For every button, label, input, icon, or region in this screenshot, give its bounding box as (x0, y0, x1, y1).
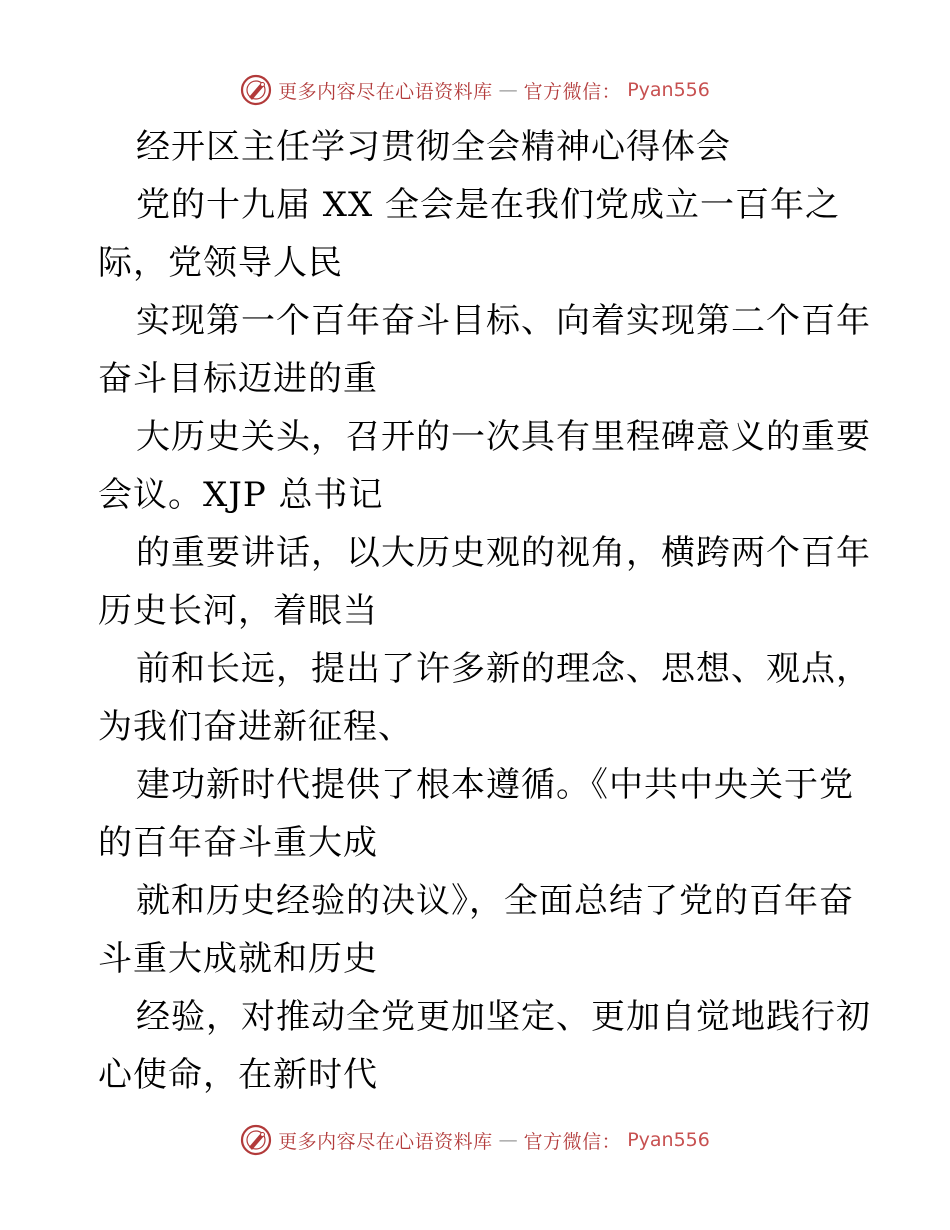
paragraph-line: 党的十九届 XX 全会是在我们党成立一百年之 (136, 185, 841, 225)
paragraph-line: 就和历史经验的决议》，全面总结了党的百年奋 (136, 881, 854, 921)
paragraph-line: 奋斗目标迈进的重 (98, 359, 378, 399)
header-wechat-id: Pyan556 (627, 79, 710, 101)
paragraph-line: 会议。XJP 总书记 (98, 475, 384, 515)
paragraph-line: 斗重大成就和历史 (98, 939, 378, 979)
paragraph-line: 为我们奋进新征程、 (98, 707, 413, 747)
paragraph-line: 的重要讲话，以大历史观的视角，横跨两个百年 (136, 533, 871, 573)
brand-seal-icon (240, 74, 272, 106)
footer-brand-text: 更多内容尽在心语资料库 (278, 1130, 493, 1153)
paragraph-line: 经验，对推动全党更加坚定、更加自觉地践行初 (136, 997, 871, 1037)
footer-banner (0, 1120, 950, 1160)
paragraph-line: 实现第一个百年奋斗目标、向着实现第二个百年 (136, 301, 871, 341)
brand-seal-icon (240, 1124, 272, 1156)
header-brand-text: 更多内容尽在心语资料库 (278, 80, 493, 103)
header-separator: — (498, 79, 518, 101)
footer-separator: — (498, 1129, 518, 1151)
paragraph-line: 的百年奋斗重大成 (98, 823, 378, 863)
footer-wechat-id: Pyan556 (627, 1129, 710, 1151)
paragraph-line: 心使命，在新时代 (98, 1055, 378, 1095)
paragraph-line: 大历史关头，召开的一次具有里程碑意义的重要 (136, 417, 871, 457)
header-wechat-label: 官方微信： (523, 80, 622, 103)
paragraph-line: 前和长远，提出了许多新的理念、思想、观点， (136, 649, 871, 689)
paragraph-line: 建功新时代提供了根本遵循。《中共中央关于党 (136, 765, 854, 805)
paragraph-line: 际，党领导人民 (98, 243, 343, 283)
header-banner (0, 70, 950, 110)
document-title: 经开区主任学习贯彻全会精神心得体会 (136, 127, 731, 167)
paragraph-line: 历史长河，着眼当 (98, 591, 378, 631)
footer-wechat-label: 官方微信： (523, 1130, 622, 1153)
document-body (98, 118, 871, 1104)
